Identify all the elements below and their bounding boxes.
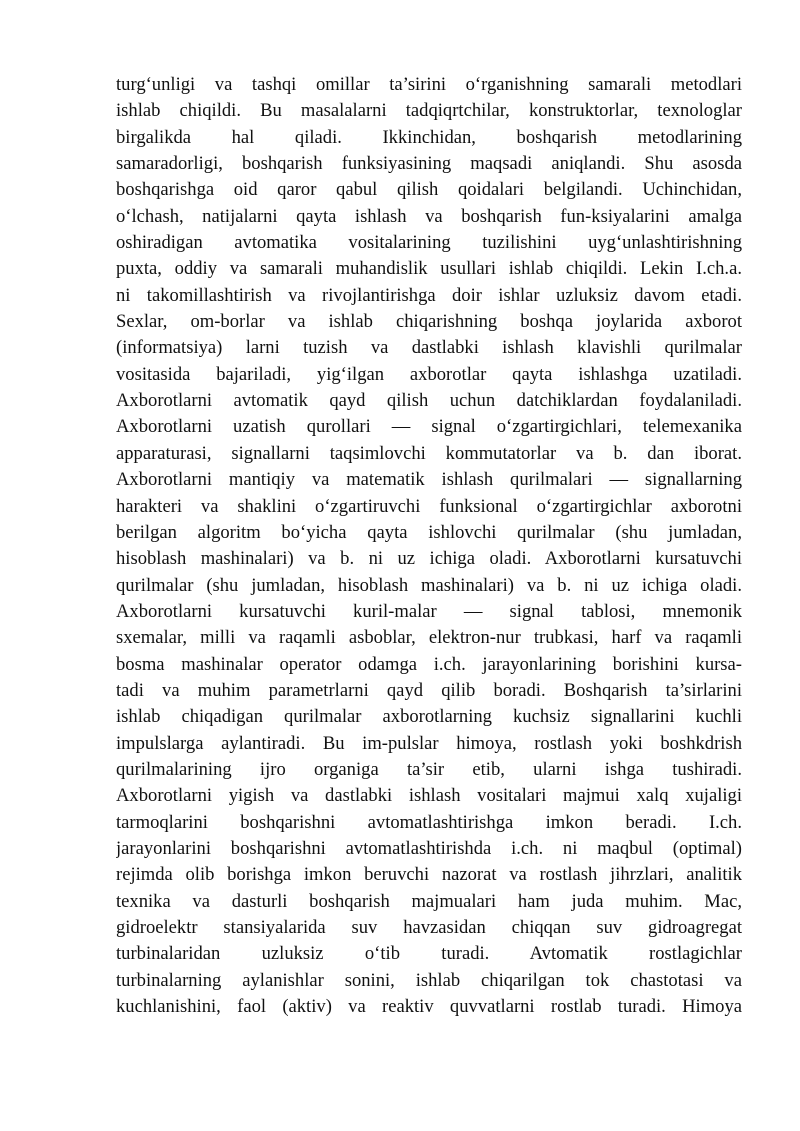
text-line: Sexlar, om-borlar va ishlab chiqarishning boshqa joylarida axborot [116,311,742,333]
text-line: sxemalar, milli va raqamli asboblar, elektron-nur trubkasi, harf va raqamli [116,627,742,649]
text-line: samaradorligi, boshqarish funksiyasining maqsadi aniqlandi. Shu asosda [116,153,742,175]
text-line: ishlab chiqadigan qurilmalar axborotlarning kuchsiz signallarini kuchli [116,706,742,728]
text-line: Axborotlarni mantiqiy va matematik ishlash qurilmalari — signallarning [116,469,742,491]
text-line: jarayonlarini boshqarishni avtomatlashtirishda i.ch. ni maqbul (optimal) [116,837,742,859]
text-line: turg‘unligi va tashqi omillar ta’sirini o‘rganishning samarali metodlari [116,74,742,95]
text-line: (informatsiya) larni tuzish va dastlabki ishlash klavishli qurilmalar [116,337,742,359]
text-line: qurilmalar (shu jumladan, hisoblash mashinalari) va b. ni uz ichiga oladi. [116,574,742,596]
text-line: kuchlanishini, faol (aktiv) va reaktiv quvvatlarni rostlab turadi. Himoya [116,996,742,1018]
text-line: o‘lchash, natijalarni qayta ishlash va boshqarish fun-ksiyalarini amalga [116,205,742,227]
text-line: texnika va dasturli boshqarish majmualari ham juda muhim. Mac, [116,890,742,912]
text-line: vositasida bajariladi, yig‘ilgan axborotlar qayta ishlashga uzatiladi. [116,363,742,385]
text-line: Axborotlarni avtomatik qayd qilish uchun datchiklardan foydalaniladi. [116,390,742,412]
text-line: turbinalarning aylanishlar sonini, ishlab chiqarilgan tok chastotasi va [116,969,742,991]
text-line: turbinalaridan uzluksiz o‘tib turadi. Avtomatik rostlagichlar [116,943,742,965]
text-line: hisoblash mashinalari) va b. ni uz ichiga oladi. Axborotlarni kursatuvchi [116,548,742,570]
text-line: puxta, oddiy va samarali muhandislik usullari ishlab chiqildi. Lekin I.ch.a. [116,258,742,280]
text-line: Axborotlarni kursatuvchi kuril-malar — signal tablosi, mnemonik [116,600,742,622]
text-line: berilgan algoritm bo‘yicha qayta ishlovchi qurilmalar (shu jumladan, [116,521,742,543]
text-line: boshqarishga oid qaror qabul qilish qoidalari belgilandi. Uchinchidan, [116,179,742,201]
text-line: ni takomillashtirish va rivojlantirishga doir ishlar uzluksiz davom etadi. [116,284,742,306]
text-line: apparaturasi, signallarni taqsimlovchi kommutatorlar va b. dan iborat. [116,442,742,464]
text-line: tadi va muhim parametrlarni qayd qilib boradi. Boshqarish ta’sirlarini [116,679,742,701]
text-line: qurilmalarining ijro organiga ta’sir etib, ularni ishga tushiradi. [116,758,742,780]
text-line: ishlab chiqildi. Bu masalalarni tadqiqrtchilar, konstruktorlar, texnologlar [116,100,742,122]
text-line: Axborotlarni yigish va dastlabki ishlash vositalari majmui xalq xujaligi [116,785,742,807]
text-line: bosma mashinalar operator odamga i.ch. jarayonlarining borishini kursa- [116,653,742,675]
text-line: oshiradigan avtomatika vositalarining tuzilishini uyg‘unlashtirishning [116,232,742,254]
text-line: rejimda olib borishga imkon beruvchi nazorat va rostlash jihrzlari, analitik [116,864,742,886]
text-line: harakteri va shaklini o‘zgartiruvchi funksional o‘zgartirgichlar axborotni [116,495,742,517]
body-paragraph [116,72,742,1020]
text-line: birgalikda hal qiladi. Ikkinchidan, boshqarish metodlarining [116,126,742,148]
text-line: tarmoqlarini boshqarishni avtomatlashtirishga imkon beradi. I.ch. [116,811,742,833]
text-line: impulslarga aylantiradi. Bu im-pulslar himoya, rostlash yoki boshkdrish [116,732,742,754]
text-line: Axborotlarni uzatish qurollari — signal o‘zgartirgichlari, telemexanika [116,416,742,438]
text-line: gidroelektr stansiyalarida suv havzasidan chiqqan suv gidroagregat [116,917,742,938]
